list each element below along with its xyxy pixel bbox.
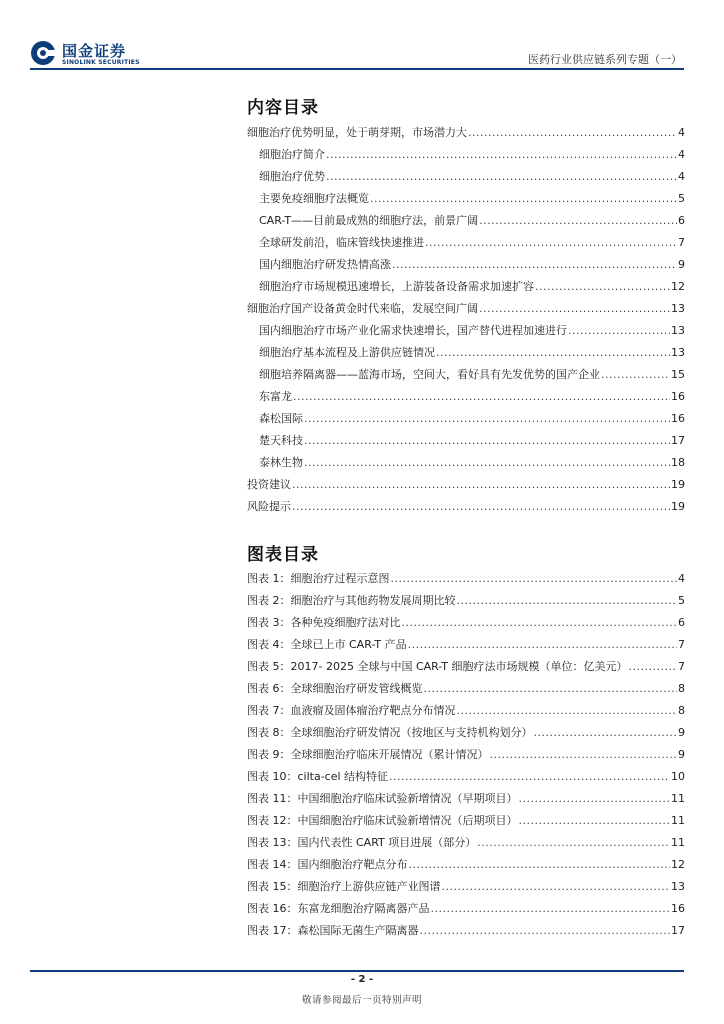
logo-english-name: SINOLINK SECURITIES (62, 59, 140, 66)
figure-entry-title[interactable]: 图表 9：全球细胞治疗临床开展情况（累计情况） (247, 748, 489, 761)
toc-entry-title[interactable]: 楚天科技 (259, 434, 303, 447)
toc-entry-title[interactable]: 细胞治疗优势明显，处于萌芽期，市场潜力大 (247, 126, 467, 139)
toc-entry-page[interactable]: 15 (671, 368, 685, 381)
figure-entry-page[interactable]: 12 (671, 858, 685, 871)
figure-entry-page[interactable]: 5 (678, 594, 685, 607)
toc-entry-title[interactable]: 细胞治疗市场规模迅速增长，上游装备设备需求加速扩容 (259, 280, 534, 293)
toc-entry-page[interactable]: 17 (671, 434, 685, 447)
toc-entry-page[interactable]: 18 (671, 456, 685, 469)
figure-entry-title[interactable]: 图表 4：全球已上市 CAR-T 产品 (247, 638, 407, 651)
figure-entry[interactable] (247, 634, 685, 656)
figure-entry[interactable] (247, 876, 685, 898)
figure-entry[interactable] (247, 612, 685, 634)
toc-entry-title[interactable]: 细胞治疗优势 (259, 170, 325, 183)
leader-dots (420, 920, 671, 942)
figure-entry-title[interactable]: 图表 13：国内代表性 CART 项目进展（部分） (247, 836, 477, 849)
leader-dots (326, 144, 677, 166)
figure-entry-title[interactable]: 图表 17：森松国际无菌生产隔离器 (247, 924, 419, 937)
toc-entry[interactable] (247, 210, 685, 232)
leader-dots (392, 254, 677, 276)
leader-dots (326, 166, 677, 188)
leader-dots (568, 320, 670, 342)
leader-dots (477, 832, 670, 854)
toc-list (247, 122, 685, 518)
figure-entry-page[interactable]: 13 (671, 880, 685, 893)
figure-entry-page[interactable]: 17 (671, 924, 685, 937)
figure-entry[interactable] (247, 590, 685, 612)
leader-dots (424, 678, 678, 700)
leader-dots (389, 766, 670, 788)
leader-dots (304, 408, 670, 430)
leader-dots (391, 568, 678, 590)
document-series-title: 医药行业供应链系列专题（一） (528, 53, 682, 66)
figure-entry-page[interactable]: 4 (678, 572, 685, 585)
leader-dots (601, 364, 670, 386)
toc-entry-page[interactable]: 6 (678, 214, 685, 227)
leader-dots (409, 854, 671, 876)
figure-entry[interactable] (247, 788, 685, 810)
figure-entry-page[interactable]: 11 (671, 814, 685, 827)
figure-entry-page[interactable]: 6 (678, 616, 685, 629)
figure-list-heading: 图表目录 (247, 545, 319, 565)
toc-entry-page[interactable]: 13 (671, 302, 685, 315)
toc-entry-title[interactable]: 主要免疫细胞疗法概览 (259, 192, 369, 205)
leader-dots (535, 276, 670, 298)
leader-dots (519, 788, 671, 810)
toc-entry-title[interactable]: 东富龙 (259, 390, 292, 403)
leader-dots (304, 452, 670, 474)
figure-entry-title[interactable]: 图表 10：cilta-cel 结构特征 (247, 770, 389, 783)
sinolink-logo-icon (30, 40, 56, 66)
figure-entry-page[interactable]: 11 (671, 836, 685, 849)
toc-entry[interactable] (247, 364, 685, 386)
leader-dots (519, 810, 671, 832)
footer-divider (30, 970, 684, 972)
figure-entry[interactable] (247, 766, 685, 788)
header-divider (30, 68, 684, 70)
figure-entry-page[interactable]: 8 (678, 704, 685, 717)
company-logo (30, 38, 150, 70)
figure-entry-title[interactable]: 图表 2：细胞治疗与其他药物发展周期比较 (247, 594, 456, 607)
toc-entry-page[interactable]: 7 (678, 236, 685, 249)
toc-entry[interactable] (247, 474, 685, 496)
figure-entry-page[interactable]: 7 (678, 638, 685, 651)
figure-entry-title[interactable]: 图表 12：中国细胞治疗临床试验新增情况（后期项目） (247, 814, 518, 827)
toc-entry-title[interactable]: CAR-T——目前最成熟的细胞疗法，前景广阔 (259, 214, 479, 227)
toc-entry-title[interactable]: 风险提示 (247, 500, 291, 513)
toc-entry-title[interactable]: 国内细胞治疗研发热情高涨 (259, 258, 391, 271)
leader-dots (436, 342, 670, 364)
toc-entry-page[interactable]: 4 (678, 170, 685, 183)
toc-entry[interactable] (247, 342, 685, 364)
toc-entry-title[interactable]: 全球研发前沿，临床管线快速推进 (259, 236, 424, 249)
toc-entry[interactable] (247, 452, 685, 474)
toc-entry-title[interactable]: 细胞治疗基本流程及上游供应链情况 (259, 346, 435, 359)
toc-entry-page[interactable]: 5 (678, 192, 685, 205)
toc-heading: 内容目录 (247, 98, 319, 118)
leader-dots (402, 612, 678, 634)
logo-chinese-name: 国金证券 (62, 42, 127, 60)
toc-entry[interactable] (247, 254, 685, 276)
toc-entry[interactable] (247, 386, 685, 408)
leader-dots (534, 722, 678, 744)
leader-dots (479, 298, 670, 320)
leader-dots (293, 386, 670, 408)
figure-entry-title[interactable]: 图表 16：东富龙细胞治疗隔离器产品 (247, 902, 430, 915)
leader-dots (292, 474, 670, 496)
figure-entry-page[interactable]: 11 (671, 792, 685, 805)
leader-dots (629, 656, 677, 678)
figure-entry-page[interactable]: 7 (678, 660, 685, 673)
figure-entry[interactable] (247, 810, 685, 832)
figure-entry[interactable] (247, 898, 685, 920)
toc-entry[interactable] (247, 320, 685, 342)
toc-entry-title[interactable]: 细胞治疗国产设备黄金时代来临，发展空间广阔 (247, 302, 478, 315)
figure-entry-title[interactable]: 图表 1：细胞治疗过程示意图 (247, 572, 390, 585)
figure-entry[interactable] (247, 854, 685, 876)
toc-entry[interactable] (247, 276, 685, 298)
figure-entry[interactable] (247, 920, 685, 942)
leader-dots (370, 188, 677, 210)
toc-entry-page[interactable]: 13 (671, 346, 685, 359)
toc-entry[interactable] (247, 430, 685, 452)
figure-entry-title[interactable]: 图表 5：2017- 2025 全球与中国 CAR-T 细胞疗法市场规模（单位：亿美元） (247, 660, 628, 673)
figure-entry-title[interactable]: 图表 15：细胞治疗上游供应链产业图谱 (247, 880, 441, 893)
leader-dots (304, 430, 670, 452)
leader-dots (431, 898, 671, 920)
leader-dots (457, 700, 678, 722)
toc-entry-page[interactable]: 19 (671, 478, 685, 491)
toc-entry[interactable] (247, 188, 685, 210)
disclaimer-note: 敬请参阅最后一页特别声明 (301, 995, 422, 1006)
toc-entry-page[interactable]: 13 (671, 324, 685, 337)
figure-entry-title[interactable]: 图表 11：中国细胞治疗临床试验新增情况（早期项目） (247, 792, 518, 805)
leader-dots (425, 232, 677, 254)
figure-entry[interactable] (247, 700, 685, 722)
figure-entry-page[interactable]: 9 (678, 726, 685, 739)
figure-entry[interactable] (247, 744, 685, 766)
toc-entry[interactable] (247, 166, 685, 188)
toc-entry-title[interactable]: 投资建议 (247, 478, 291, 491)
figure-entry[interactable] (247, 722, 685, 744)
figure-entry-title[interactable]: 图表 3：各种免疫细胞疗法对比 (247, 616, 401, 629)
figure-entry[interactable] (247, 678, 685, 700)
toc-entry-page[interactable]: 12 (671, 280, 685, 293)
figure-entry-page[interactable]: 9 (678, 748, 685, 761)
leader-dots (490, 744, 678, 766)
figure-entry-page[interactable]: 10 (671, 770, 685, 783)
toc-entry-title[interactable]: 森松国际 (259, 412, 303, 425)
leader-dots (468, 122, 677, 144)
leader-dots (442, 876, 671, 898)
toc-entry[interactable] (247, 496, 685, 518)
leader-dots (408, 634, 677, 656)
figure-entry-page[interactable]: 16 (671, 902, 685, 915)
figure-entry-title[interactable]: 图表 7：血液瘤及固体瘤治疗靶点分布情况 (247, 704, 456, 717)
figure-entry-title[interactable]: 图表 8：全球细胞治疗研发情况（按地区与支持机构划分） (247, 726, 533, 739)
figure-list (247, 568, 685, 942)
leader-dots (292, 496, 670, 518)
figure-entry[interactable] (247, 656, 685, 678)
toc-entry-title[interactable]: 细胞治疗简介 (259, 148, 325, 161)
figure-entry-title[interactable]: 图表 6：全球细胞治疗研发管线概览 (247, 682, 423, 695)
toc-entry[interactable] (247, 298, 685, 320)
toc-entry-title[interactable]: 国内细胞治疗市场产业化需求快速增长，国产替代进程加速进行 (259, 324, 567, 337)
page-header (0, 0, 724, 72)
page-number: - 2 - (350, 974, 374, 985)
figure-entry[interactable] (247, 832, 685, 854)
leader-dots (457, 590, 678, 612)
toc-entry-page[interactable]: 4 (678, 148, 685, 161)
toc-entry[interactable] (247, 408, 685, 430)
figure-entry-title[interactable]: 图表 14：国内细胞治疗靶点分布 (247, 858, 408, 871)
figure-entry[interactable] (247, 568, 685, 590)
toc-entry-page[interactable]: 4 (678, 126, 685, 139)
toc-entry-title[interactable]: 泰林生物 (259, 456, 303, 469)
toc-entry[interactable] (247, 232, 685, 254)
toc-entry[interactable] (247, 144, 685, 166)
toc-entry-page[interactable]: 9 (678, 258, 685, 271)
toc-entry-page[interactable]: 16 (671, 390, 685, 403)
toc-entry[interactable] (247, 122, 685, 144)
toc-entry-page[interactable]: 19 (671, 500, 685, 513)
figure-entry-page[interactable]: 8 (678, 682, 685, 695)
leader-dots (479, 210, 677, 232)
toc-entry-page[interactable]: 16 (671, 412, 685, 425)
toc-entry-title[interactable]: 细胞培养隔离器——蓝海市场，空间大，看好具有先发优势的国产企业 (259, 368, 600, 381)
